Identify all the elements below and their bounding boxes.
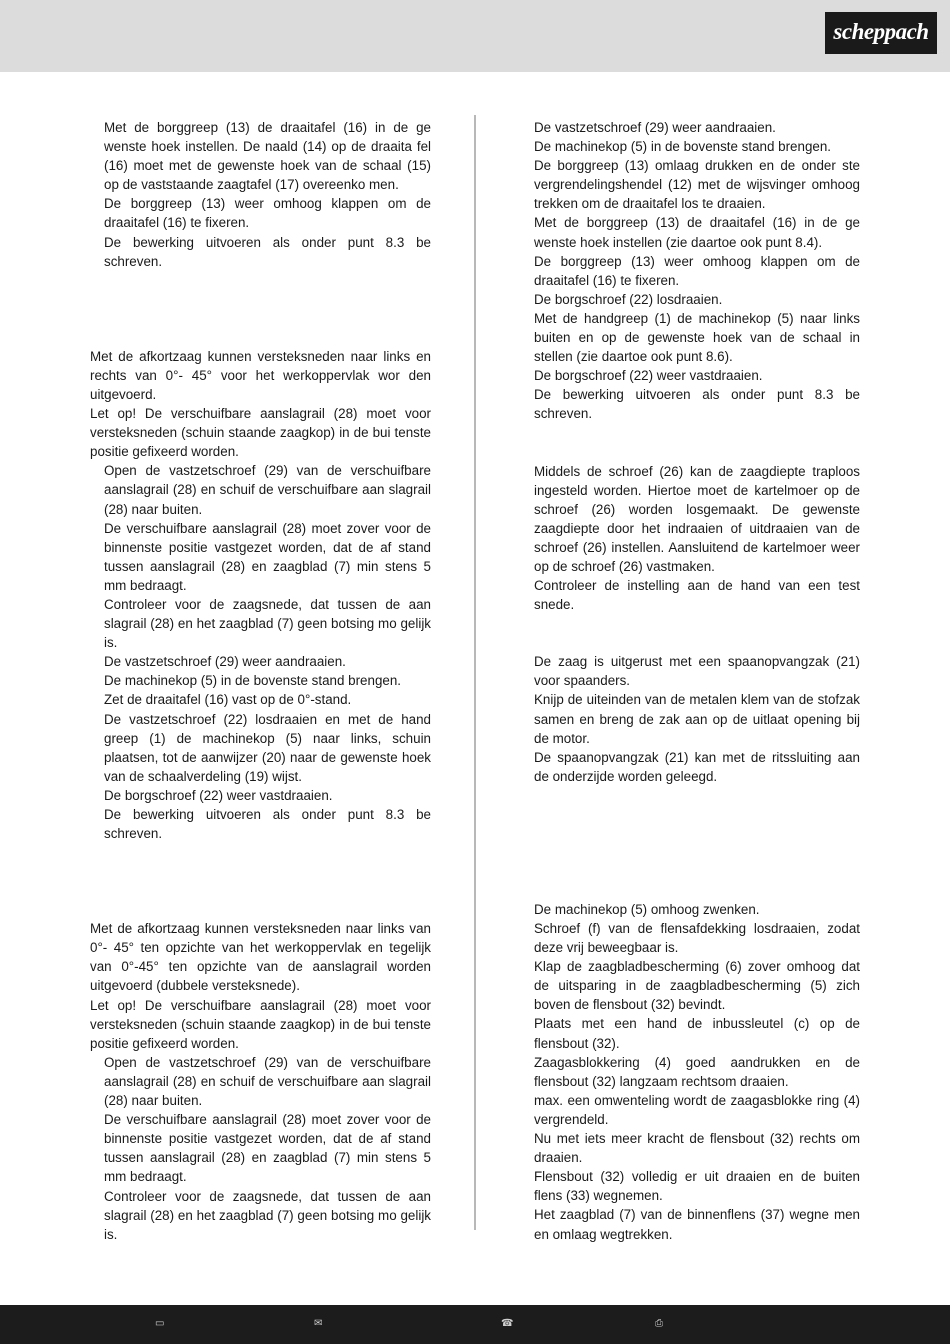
text-paragraph: De bewerking uitvoeren als onder punt 8.3 be schreven.: [104, 234, 431, 269]
text-paragraph: De vastzetschroef (29) weer aandraaien.: [104, 654, 346, 670]
text-paragraph: De bewerking uitvoeren als onder punt 8.3 be schreven.: [104, 807, 431, 842]
text-paragraph: Schroef (f) van de flensafdekking losdraaien, zodat deze vrij beweegbaar is.: [534, 921, 860, 956]
fax-icon: ⎙: [655, 1318, 663, 1329]
right-text-column: [534, 118, 860, 1244]
text-paragraph: De bewerking uitvoeren als onder punt 8.3 be schreven.: [534, 387, 860, 422]
section-gap: [90, 843, 431, 919]
text-paragraph: De machinekop (5) in de bovenste stand brengen.: [104, 673, 402, 689]
page-footer: [0, 1305, 950, 1344]
text-paragraph: Met de afkortzaag kunnen versteksneden naar links van 0°- 45° ten opzichte van het werkoppervlak en tegelijk van 0°-45° ten opzichte van de aanslagrail worden uitgevoerd (dubbele versteksnede).: [90, 921, 431, 994]
text-paragraph: Plaats met een hand de inbussleutel (c) op de flensbout (32).: [534, 1016, 860, 1051]
text-paragraph: De borgschroef (22) weer vastdraaien.: [534, 368, 763, 384]
text-paragraph: Controleer de instelling aan de hand van een test snede.: [534, 578, 860, 613]
text-paragraph: Open de vastzetschroef (29) van de verschuifbare aanslagrail (28) en schuif de verschuifbare aan slagrail (28) naar buiten.: [104, 463, 431, 517]
text-paragraph: De vastzetschroef (29) weer aandraaien.: [534, 120, 776, 135]
text-paragraph: De borgschroef (22) losdraaien.: [534, 291, 723, 307]
text-paragraph: Controleer voor de zaagsnede, dat tussen de aan slagrail (28) en het zaagblad (7) geen botsing mo gelijk is.: [104, 596, 431, 651]
text-paragraph: De zaag is uitgerust met een spaanopvangzak (21) voor spaanders.: [534, 654, 860, 689]
text-paragraph: Met de handgreep (1) de machinekop (5) naar links buiten en op de gewenste hoek van de schaal in stellen (zie daartoe ook punt 8.6).: [534, 310, 860, 365]
text-paragraph: Flensbout (32) volledig er uit draaien en de buiten flens (33) wegnemen.: [534, 1169, 860, 1204]
section-gap: [90, 271, 431, 347]
section-gap: [534, 614, 860, 652]
text-paragraph: De machinekop (5) omhoog zwenken.: [534, 901, 760, 917]
text-paragraph: Met de borggreep (13) de draaitafel (16) in de ge wenste hoek instellen (zie daartoe ook punt 8.4).: [534, 215, 860, 250]
text-paragraph: De verschuifbare aanslagrail (28) moet zover voor de binnenste positie vastgezet worden, dat de af stand tussen aanslagrail (28) en zaagblad (7) min stens 5 mm bedraagt.: [104, 520, 431, 593]
section-gap: [534, 786, 860, 862]
text-paragraph: Zet de draaitafel (16) vast op de 0°-stand.: [104, 692, 352, 708]
phone-icon: ☎: [501, 1318, 514, 1329]
text-paragraph: max. een omwenteling wordt de zaagasblokke ring (4) vergrendeld.: [534, 1092, 860, 1127]
text-paragraph: Met de borggreep (13) de draaitafel (16) in de ge wenste hoek instellen. De naald (14) op de draaita fel (16) moet met de gewenste hoek van de schaal (15) op de vaststaande zaagtafel (17) overeenko men.: [104, 120, 431, 193]
text-paragraph: Let op! De verschuifbare aanslagrail (28) moet voor versteksneden (schuin staande zaagkop) in de bui tenste positie gefixeerd worden.: [90, 997, 431, 1051]
text-paragraph: Middels de schroef (26) kan de zaagdiepte traploos ingesteld worden. Hiertoe moet de kartelmoer op de schroef (26) worden losgemaakt. De gewenste zaagdiepte door het indraaien of uitdraaien van de schroef (26) instellen. Aansluitend de kartelmoer weer op de schroef (26) vastmaken.: [534, 463, 860, 574]
text-paragraph: Zaagasblokkering (4) goed aandrukken en de flensbout (32) langzaam rechtsom draaien.: [534, 1054, 860, 1089]
email-icon: ✉: [314, 1318, 323, 1329]
text-paragraph: De vastzetschroef (22) losdraaien en met de hand greep (1) de machinekop (5) naar links, schuin plaatsen, tot de aanwijzer (20) naar de gewenste hoek van de schaalverdeling (19) wijst.: [104, 711, 431, 784]
text-paragraph: De machinekop (5) in de bovenste stand brengen.: [534, 139, 832, 155]
text-paragraph: De verschuifbare aanslagrail (28) moet zover voor de binnenste positie vastgezet worden, dat de af stand tussen aanslagrail (28) en zaagblad (7) min stens 5 mm bedraagt.: [104, 1112, 431, 1185]
section-gap: [534, 424, 860, 462]
text-paragraph: Let op! De verschuifbare aanslagrail (28) moet voor versteksneden (schuin staande zaagkop) in de bui tenste positie gefixeerd worden.: [90, 406, 431, 460]
text-paragraph: Het zaagblad (7) van de binnenflens (37) wegne men en omlaag wegtrekken.: [534, 1207, 860, 1242]
text-paragraph: De borggreep (13) weer omhoog klappen om de draaitafel (16) te fixeren.: [534, 253, 860, 288]
text-paragraph: De borgschroef (22) weer vastdraaien.: [104, 787, 333, 803]
text-paragraph: Met de afkortzaag kunnen versteksneden naar links en rechts van 0°- 45° voor het werkoppervlak wor den uitgevoerd.: [90, 348, 431, 402]
page-header: [0, 0, 950, 72]
text-paragraph: Knijp de uiteinden van de metalen klem van de stofzak samen en breng de zak aan op de uitlaat opening bij de motor.: [534, 692, 860, 746]
scheppach-logo: scheppach: [825, 12, 937, 54]
column-divider: [474, 115, 476, 1230]
text-paragraph: Nu met iets meer kracht de flensbout (32) rechts om draaien.: [534, 1131, 860, 1166]
section-gap: [534, 862, 860, 900]
left-text-column: [90, 118, 431, 1244]
text-paragraph: De borggreep (13) omlaag drukken en de onder ste vergrendelingshendel (12) met de wijsvinger omhoog trekken om de draaitafel los te draaien.: [534, 158, 860, 212]
computer-icon: ▭: [155, 1318, 165, 1329]
text-paragraph: De spaanopvangzak (21) kan met de ritssluiting aan de onderzijde worden geleegd.: [534, 749, 860, 784]
text-paragraph: Controleer voor de zaagsnede, dat tussen de aan slagrail (28) en het zaagblad (7) geen botsing mo gelijk is.: [104, 1188, 431, 1242]
text-paragraph: Open de vastzetschroef (29) van de verschuifbare aanslagrail (28) en schuif de verschuifbare aan slagrail (28) naar buiten.: [104, 1054, 431, 1109]
text-paragraph: De borggreep (13) weer omhoog klappen om de draaitafel (16) te fixeren.: [104, 196, 431, 231]
text-paragraph: Klap de zaagbladbescherming (6) zover omhoog dat de uitsparing in de zaagbladbescherming (5) zich boven de flensbout (32) bevindt.: [534, 959, 860, 1013]
